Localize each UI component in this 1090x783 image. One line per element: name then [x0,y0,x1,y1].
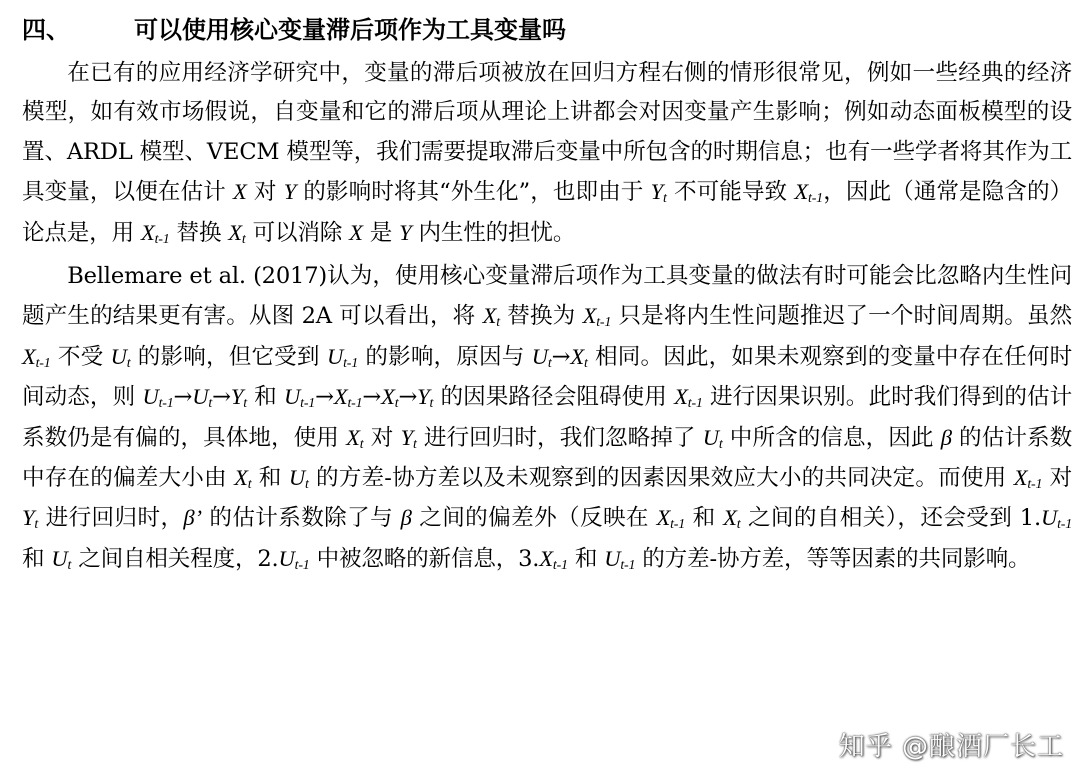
variable-symbol: U [326,343,344,369]
variable-symbol: U [278,545,295,571]
variable-symbol: X [333,384,348,410]
variable-symbol: Y [417,384,430,410]
text-run: 是 [362,219,400,246]
text-run: 之间自相关程度，2. [71,545,279,572]
text-run: 中被忽略的新信息，3. [309,545,540,572]
variable-subscript: t-1 [343,355,359,371]
variable-subscript: t-1 [35,355,51,371]
text-run: Bellemare et al. (2017)认为，使用核心变量滞后项作为工具变量的做法有时可能会比忽略内生性问题产生的结果更有害。从图 2A 可以看出，将 [22,263,1072,330]
variable-subscript: t-1 [158,396,174,412]
text-run: 相同。因此，如果未观察到的变量中存在任何时间动态，则 [22,343,1072,411]
text-run: 对 [246,179,284,206]
section-heading [22,8,1072,52]
variable-subscript: t-1 [670,517,686,533]
text-run: 对 [1042,465,1072,492]
text-run: 的估计系数除了与 [201,505,401,532]
variable-symbol: U [284,384,301,410]
text-run: 不可能导致 [666,179,795,206]
variable-symbol: X [140,219,155,245]
math-variable [228,220,245,245]
text-run: 内生性的担忧。 [411,219,576,246]
math-variable [604,546,635,571]
variable-subscript: t-1 [596,315,612,331]
text-run: → [398,384,418,411]
math-variable [192,384,213,412]
text-run: → [315,384,334,411]
math-variable [234,465,252,493]
math-variable [333,384,363,412]
variable-subscript: t-1 [687,396,703,412]
variable-subscript: t-1 [1027,477,1043,493]
variable-subscript: t-1 [294,557,310,573]
variable-subscript: t [304,477,309,493]
math-variable [674,384,703,412]
variable-symbol: Y [400,424,413,450]
variable-subscript: t [496,315,500,331]
text-run: 的估计系数中存在的偏差大小由 [22,424,1072,492]
variable-symbol: X [22,343,36,369]
variable-symbol: U [142,384,159,410]
variable-symbol: X [539,545,553,571]
math-variable [1040,505,1073,533]
math-variable [570,344,587,369]
paragraph-2 [22,257,1072,579]
math-variable [284,384,316,412]
text-run: 只是将内生性问题推迟了一个时间周期。虽然 [611,303,1073,330]
math-variable [279,546,310,571]
variable-symbol: U [110,343,127,369]
variable-subscript: t [718,436,723,452]
variable-subscript: t-1 [154,231,170,247]
text-run: → [551,343,571,370]
variable-subscript: t-1 [620,557,636,573]
math-variable [401,425,417,450]
variable-symbol: Y [230,384,244,410]
variable-subscript: t [547,355,552,371]
text-run: 和 [22,545,52,572]
variable-symbol: X [232,179,247,205]
text-run: 对 [363,424,401,451]
text-run: 不受 [50,343,111,370]
text-run: 之间的自相关），还会受到 1. [740,505,1041,532]
math-variable [22,505,39,533]
variable-subscript: t-1 [1057,517,1073,533]
variable-subscript: t [583,355,588,371]
variable-symbol: X [794,179,808,205]
variable-symbol: β’ [183,505,202,531]
variable-symbol: U [192,384,209,410]
variable-subscript: t [412,436,417,452]
variable-symbol: X [482,303,497,329]
variable-subscript: t [394,396,399,412]
watermark-text: 知乎 @酿酒厂长工 [838,732,1064,762]
variable-subscript: t [429,396,434,412]
variable-subscript: t [67,557,72,573]
variable-symbol: U [51,545,68,571]
variable-subscript: t [208,396,213,412]
variable-symbol: X [674,384,688,410]
variable-subscript: t [243,396,247,412]
variable-symbol: U [288,465,305,491]
variable-symbol: Y [650,179,664,205]
variable-symbol: X [234,465,248,491]
variable-symbol: X [570,343,584,369]
text-run: 中所含的信息，因此 [722,424,941,451]
math-variable [656,505,686,533]
text-run: 和 [251,465,289,492]
math-variable [142,384,174,412]
variable-symbol: X [228,219,242,245]
variable-symbol: X [582,303,597,329]
variable-symbol: U [531,343,548,369]
text-run: 可以消除 [245,219,350,246]
math-variable [284,179,296,204]
text-run: 的因果路径会阻碍使用 [433,384,675,411]
variable-subscript: t [126,355,131,371]
text-run: → [212,384,231,411]
variable-subscript: t [736,517,741,533]
math-variable [703,425,723,450]
math-variable [723,505,741,533]
variable-symbol: β [940,424,952,450]
math-variable [327,344,358,369]
text-run: 的影响，但它受到 [130,343,327,370]
text-run: 的方差-协方差以及未观察到的因素因果效应大小的共同决定。而使用 [308,465,1014,492]
math-variable [401,505,412,530]
math-variable [51,546,71,571]
variable-subscript: t [359,436,364,452]
variable-subscript: t [241,231,246,247]
variable-subscript: t [34,517,39,533]
variable-symbol: U [604,545,621,571]
math-variable [111,344,131,369]
variable-symbol: Y [22,505,35,531]
math-variable [417,384,434,412]
math-variable [233,179,247,204]
text-run: 进行回归时， [38,505,184,532]
variable-symbol: U [702,424,719,450]
math-variable [230,384,247,412]
math-variable [399,220,411,245]
variable-subscript: t-1 [808,191,823,207]
text-run: 的影响，原因与 [358,343,532,370]
text-run: 替换为 [499,303,583,330]
variable-symbol: Y [399,219,412,245]
variable-symbol: X [346,424,360,450]
math-variable [22,344,51,369]
text-run: → [173,384,193,411]
text-run: 和 [685,505,724,532]
paragraph-1 [22,54,1072,253]
variable-symbol: U [1040,505,1058,531]
text-run: 进行回归时，我们忽略掉了 [416,424,703,451]
text-run: → [362,384,382,411]
variable-symbol: Y [283,179,297,205]
text-run: 替换 [169,219,229,246]
section-number: 四、 [22,16,70,44]
text-run: 的方差-协方差，等等因素的共同影响。 [635,545,1031,572]
math-variable [482,303,500,331]
variable-symbol: X [723,505,737,531]
document-page [22,8,1072,579]
variable-symbol: X [656,505,671,531]
math-variable [183,505,201,530]
text-run: 和 [246,384,285,411]
variable-symbol: X [381,384,395,410]
math-variable [650,179,667,207]
text-run: ，因此（通常是隐含的）论点是，用 [22,179,1072,246]
variable-symbol: X [1013,465,1028,491]
math-variable [941,425,952,450]
variable-subscript: t [247,477,252,493]
math-variable [532,344,552,369]
variable-subscript: t-1 [347,396,363,412]
variable-subscript: t-1 [552,557,568,573]
math-variable [1013,465,1043,493]
variable-subscript: t-1 [300,396,316,412]
text-run: 的影响时将其“外生化”，也即由于 [296,179,651,206]
text-run: 之间的偏差外（反映在 [411,505,657,532]
section-title: 可以使用核心变量滞后项作为工具变量吗 [134,16,566,44]
math-variable [794,179,823,207]
variable-symbol: β [400,505,412,531]
variable-symbol: X [349,219,363,245]
math-variable [346,425,363,450]
text-run: 在已有的应用经济学研究中，变量的滞后项被放在回归方程右侧的情形很常见，例如一些经典的经济模型，如有效市场假说，自变量和它的滞后项从理论上讲都会对因变量产生影响；例如动态面板模型的设置、ARDL 模型、VECM 模型等，我们需要提取滞后变量中所包含的时期信息；也有一些学者将其作为工具变量，以便在估计 [22,60,1072,206]
math-variable [141,220,170,245]
math-variable [381,384,399,412]
math-variable [582,303,612,331]
math-variable [349,220,363,245]
variable-subscript: t [663,191,667,207]
math-variable [539,546,568,571]
text-run: 进行因果识别。此时我们得到的估计系数仍是有偏的，具体地，使用 [22,384,1072,451]
math-variable [288,465,309,493]
text-run: 和 [567,545,605,572]
